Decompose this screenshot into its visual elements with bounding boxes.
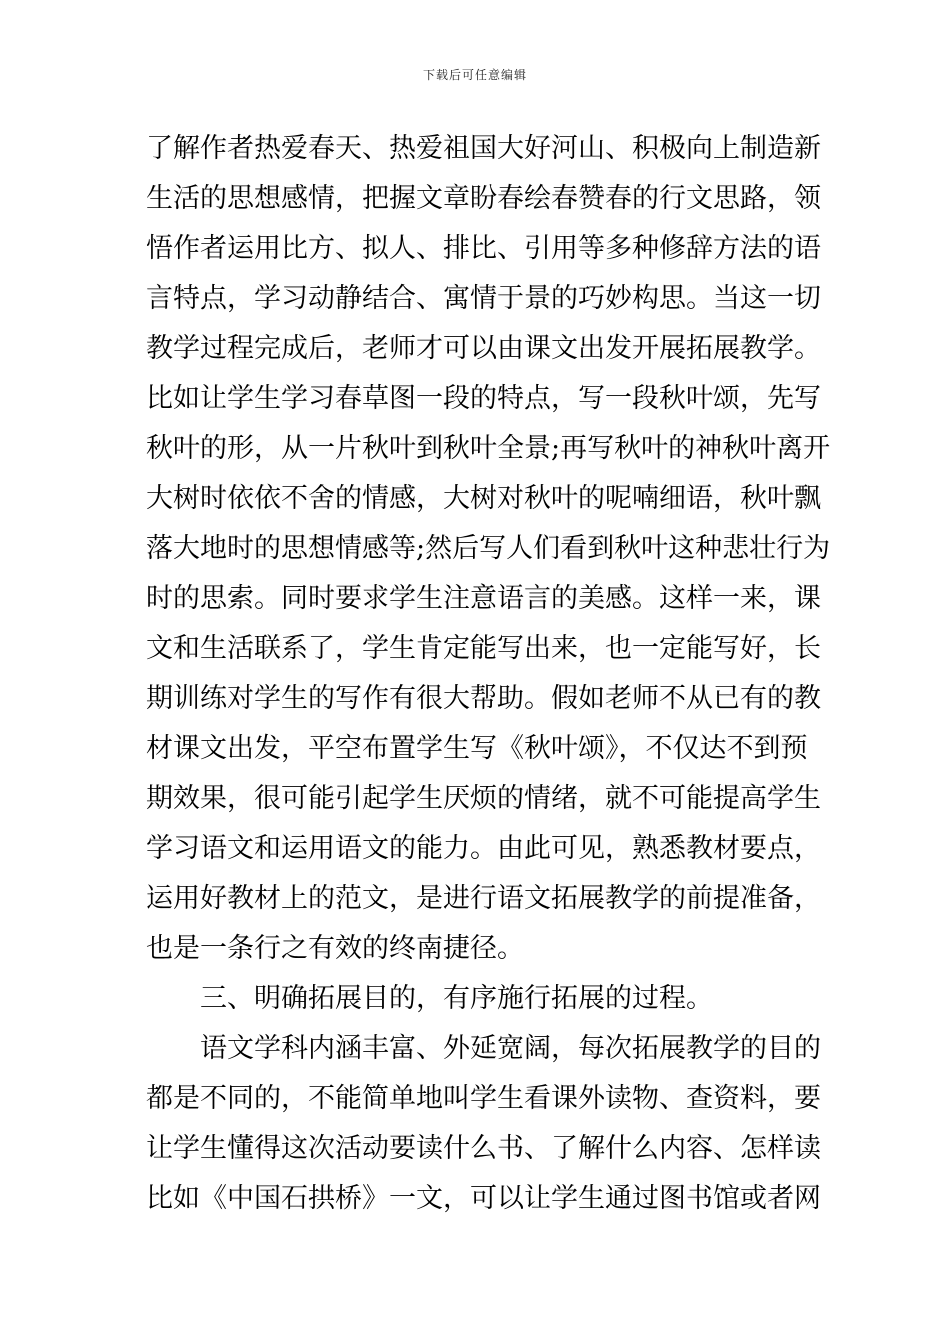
text-line: 也是一条行之有效的终南捷径。 xyxy=(146,933,524,964)
text-line: 期效果，很可能引起学生厌烦的情绪，就不可能提高学生 xyxy=(146,783,821,814)
text-line: 运用好教材上的范文，是进行语文拓展教学的前提准备， xyxy=(146,883,821,914)
text-line: 期训练对学生的写作有很大帮助。假如老师不从已有的教 xyxy=(146,683,821,714)
text-line: 生活的思想感情，把握文章盼春绘春赞春的行文思路，领 xyxy=(146,183,821,214)
text-line: 比如《中国石拱桥》一文，可以让学生通过图书馆或者网 xyxy=(146,1183,821,1214)
text-line: 言特点，学习动静结合、寓情于景的巧妙构思。当这一切 xyxy=(146,283,821,314)
text-line: 大树时依依不舍的情感，大树对秋叶的呢喃细语，秋叶飘 xyxy=(146,483,821,514)
text-line: 时的思索。同时要求学生注意语言的美感。这样一来，课 xyxy=(146,583,821,614)
text-line: 秋叶的形，从一片秋叶到秋叶全景;再写秋叶的神秋叶离开 xyxy=(146,433,831,464)
text-line: 了解作者热爱春天、热爱祖国大好河山、积极向上制造新 xyxy=(146,133,821,164)
section-heading: 三、明确拓展目的，有序施行拓展的过程。 xyxy=(200,983,713,1014)
text-line: 都是不同的，不能简单地叫学生看课外读物、查资料，要 xyxy=(146,1083,821,1114)
body-text xyxy=(146,124,831,1224)
text-line: 教学过程完成后，老师才可以由课文出发开展拓展教学。 xyxy=(146,333,821,364)
text-line: 比如让学生学习春草图一段的特点，写一段秋叶颂，先写 xyxy=(146,383,821,414)
text-line: 语文学科内涵丰富、外延宽阔，每次拓展教学的目的 xyxy=(200,1033,821,1064)
text-line: 材课文出发，平空布置学生写《秋叶颂》，不仅达不到预 xyxy=(146,733,808,764)
text-line: 悟作者运用比方、拟人、排比、引用等多种修辞方法的语 xyxy=(146,233,821,264)
text-line: 让学生懂得这次活动要读什么书、了解什么内容、怎样读 xyxy=(146,1133,821,1164)
page-header: 下载后可任意编辑 xyxy=(422,68,527,82)
text-line: 落大地时的思想情感等;然后写人们看到秋叶这种悲壮行为 xyxy=(146,533,831,564)
text-line: 文和生活联系了，学生肯定能写出来，也一定能写好，长 xyxy=(146,633,821,664)
text-line: 学习语文和运用语文的能力。由此可见，熟悉教材要点， xyxy=(146,833,821,864)
